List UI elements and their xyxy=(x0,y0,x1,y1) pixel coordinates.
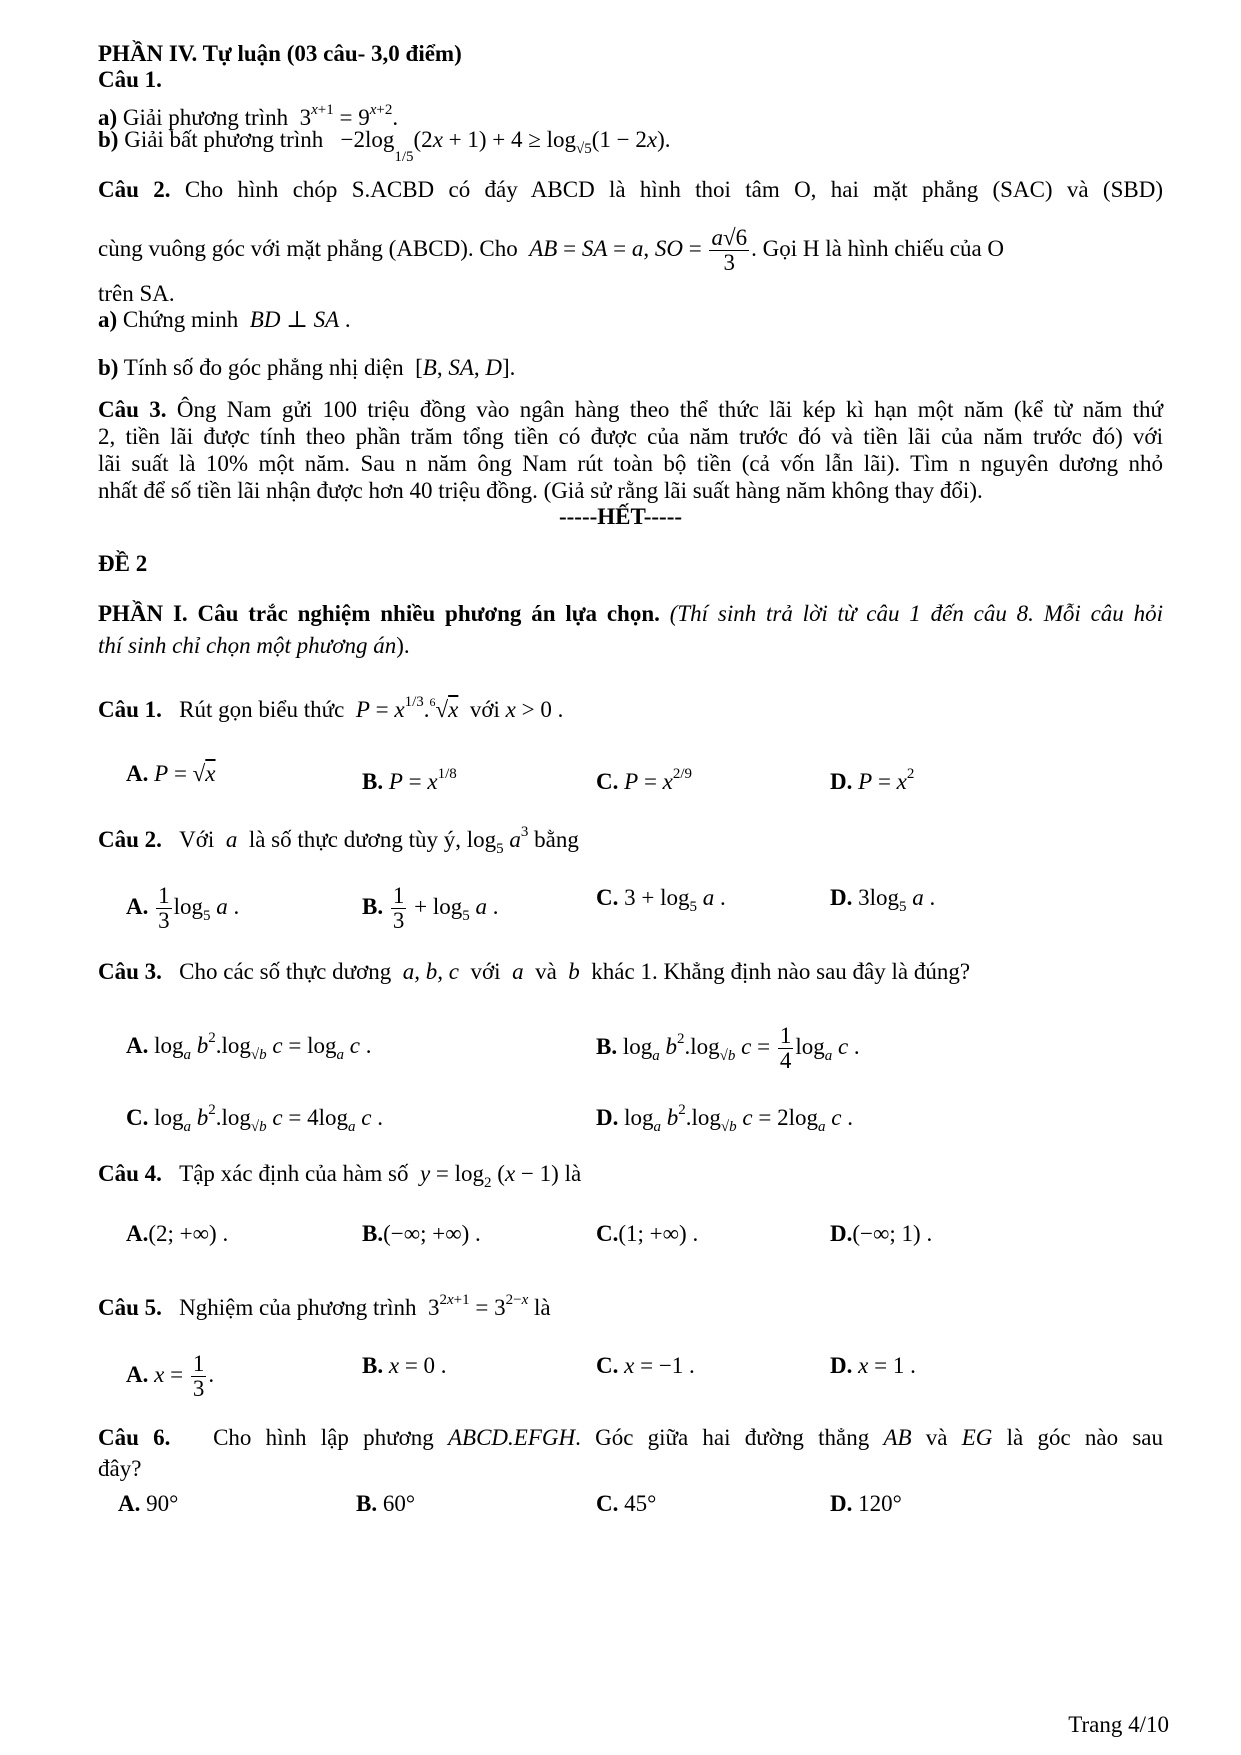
part4-q2b: b) Tính số đo góc phẳng nhị diện [B, SA, D]. xyxy=(98,355,516,380)
de2-q6-option-c: C. 45° xyxy=(596,1491,657,1516)
part4-q3-line4: nhất để số tiền lãi nhận được hơn 40 triệu đồng. (Giả sử rằng lãi suất hàng năm không thay đổi). xyxy=(98,478,983,503)
equation: $3^{x+1} = 9^{x+2}$. xyxy=(293,102,399,130)
de2-q4-option-c: C.(1; +∞) . xyxy=(596,1221,699,1246)
de2-part1-line1: PHẦN I. Câu trắc nghiệm nhiều phương án lựa chọn. (Thí sinh trả lời từ câu 1 đến câu 8. Mỗi câu hỏi xyxy=(98,601,1163,626)
de2-q4-option-a: A.(2; +∞) . xyxy=(126,1221,229,1246)
de2-q6-line2: đây? xyxy=(98,1456,142,1481)
part4-q2a: a) Chứng minh BD ⊥ SA . xyxy=(98,307,351,332)
de2-q1-option-b: B. $P = x^{1/8}$ xyxy=(362,766,457,794)
part4-q2-line3: trên SA. xyxy=(98,281,175,306)
de2-q4: Câu 4. Tập xác định của hàm số $y = \log_2 (x - 1)$ là xyxy=(98,1161,582,1191)
de2-title: ĐỀ 2 xyxy=(98,551,148,576)
part4-q2-line2: cùng vuông góc với mặt phẳng (ABCD). Cho AB = SA = a, SO = $\frac{a√6}{3}$ . Gọi H là hình chiếu của O xyxy=(98,225,1005,276)
de2-q6-option-b: B. 60° xyxy=(356,1491,416,1516)
part4-q2-line1: Câu 2. Cho hình chóp S.ACBD có đáy ABCD là hình thoi tâm O, hai mặt phẳng (SAC) và (SBD) xyxy=(98,177,1163,202)
part4-q3-line3: lãi suất là 10% một năm. Sau n năm ông Nam rút toàn bộ tiền (cả vốn lẫn lãi). Tìm n nguyên dương nhỏ xyxy=(98,451,1163,476)
de2-part1-line2: thí sinh chỉ chọn một phương án). xyxy=(98,633,410,658)
de2-q4-option-d: D.(−∞; 1) . xyxy=(830,1221,933,1246)
de2-q1-option-c: C. $P = x^{2/9}$ xyxy=(596,766,693,794)
de2-q3-option-c: C. $\log_a b^2.\log_{√b}$ $c = 4\log_a$ c . xyxy=(126,1102,383,1135)
de2-q3: Câu 3. Cho các số thực dương a, b, c với a và b khác 1. Khẳng định nào sau đây là đúng? xyxy=(98,959,971,984)
de2-q5-option-b: B. x = 0 . xyxy=(362,1353,447,1378)
de2-q6-option-a: A. 90° xyxy=(118,1491,179,1516)
part4-q1b: b) Giải bất phương trình $-2\log_{1/5}(2x + 1) + 4 \ge \log_{√5}(1 - 2x)$. xyxy=(98,127,671,165)
de2-q2: Câu 2. Với a là số thực dương tùy ý, $\log_5 a^3$ bằng xyxy=(98,824,579,857)
part4-title: PHẦN IV. Tự luận (03 câu- 3,0 điểm) xyxy=(98,41,462,66)
part4-q1a: a) Giải phương trình $3^{x+1} = 9^{x+2}$. xyxy=(98,102,399,130)
de2-q3-option-b: B. $\log_a b^2.\log_{√b}$ c = $\frac{1}{4}$ $\log_a c$ . xyxy=(596,1023,860,1074)
de2-q3-option-a: A. $\log_a b^2.\log_{√b}$ $c = \log_a c$ . xyxy=(126,1030,372,1063)
part4-q3-line1: Câu 3. Ông Nam gửi 100 triệu đồng vào ngân hàng theo thể thức lãi kép kì hạn một năm (kể từ năm thứ xyxy=(98,397,1164,422)
de2-q5-option-d: D. x = 1 . xyxy=(830,1353,916,1378)
de2-q2-option-b: B. $\frac{1}{3}$ + $\log_5 a$ . xyxy=(362,883,499,934)
de2-q1-option-d: D. $P = x^2$ xyxy=(830,766,915,794)
de2-q2-option-a: A. $\frac{1}{3}$ $\log_5 a$ . xyxy=(126,883,240,934)
given-lengths: AB = SA = a, SO = $\frac{a√6}{3}$ xyxy=(529,225,748,276)
part4-q1-label: Câu 1. xyxy=(98,67,162,92)
de2-q3-option-d: D. $\log_a b^2.\log_{√b}$ $c = 2\log_a$ c . xyxy=(596,1102,853,1135)
de2-q4-option-b: B.(−∞; +∞) . xyxy=(362,1221,481,1246)
end-marker: -----HẾT----- xyxy=(558,504,683,529)
inequality: $-2\log_{1/5}(2x + 1) + 4 \ge \log_{√5}(1 - 2x)$. xyxy=(328,127,671,165)
de2-q6: Câu 6. Cho hình lập phương ABCD.EFGH. Góc giữa hai đường thẳng AB và EG là góc nào sau xyxy=(98,1425,1164,1450)
de2-q5: Câu 5. Nghiệm của phương trình $3^{2x+1} = 3^{2-x}$ là xyxy=(98,1292,551,1320)
de2-q2-option-d: D. $3\log_5$ a . xyxy=(830,885,936,915)
de2-q5-option-c: C. x = −1 . xyxy=(596,1353,695,1378)
part4-q3-line2: 2, tiền lãi được tính theo phần trăm tổng tiền có được của năm trước đó và tiền lãi của năm trước đó) với xyxy=(98,424,1163,449)
de2-q2-option-c: C. $3 + \log_5 a$ . xyxy=(596,885,726,915)
de2-q1-option-a: A. P = √x xyxy=(126,761,216,786)
de2-q6-option-d: D. 120° xyxy=(830,1491,902,1516)
page-number: Trang 4/10 xyxy=(1068,1712,1169,1737)
de2-q5-option-a: A. x = $\frac{1}{3}$ . xyxy=(126,1351,215,1402)
de2-q1: Câu 1. Rút gọn biểu thức $P = x^{1/3}.^6√x$ với x > 0 . xyxy=(98,694,564,722)
